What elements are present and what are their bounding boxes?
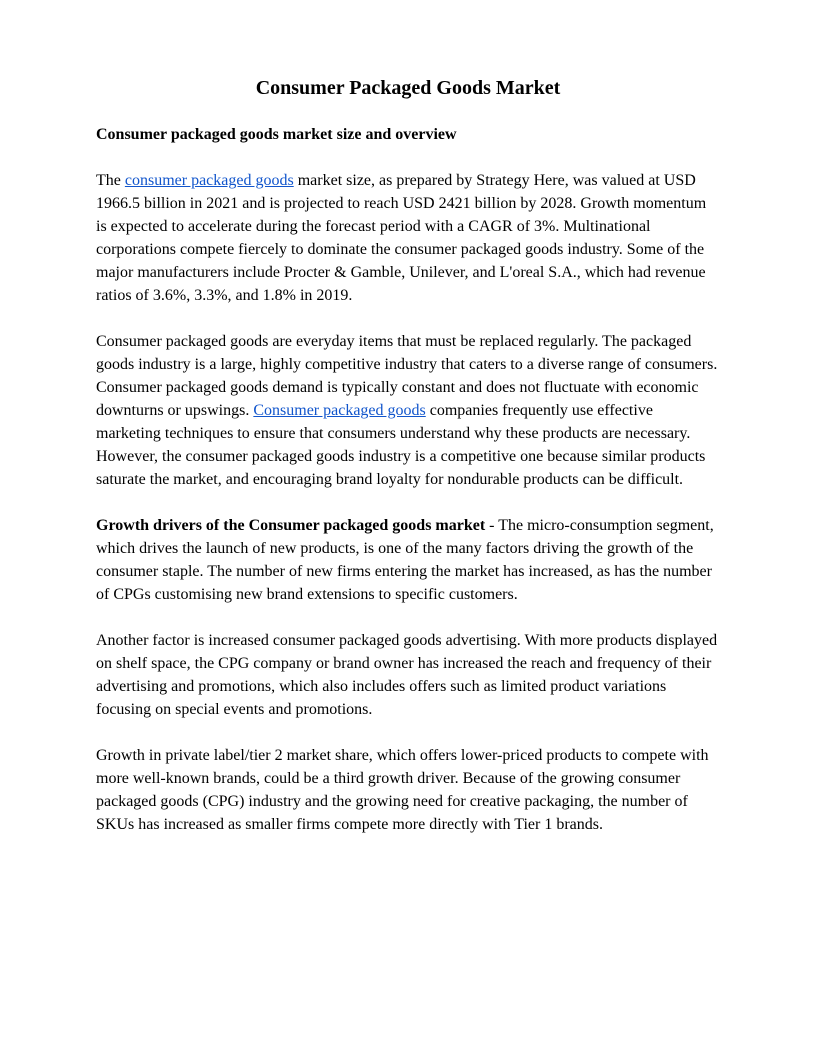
- paragraph-market-size: [96, 169, 720, 307]
- paragraph-growth-drivers: [96, 514, 720, 606]
- growth-drivers-heading: Growth drivers of the Consumer packaged goods market: [96, 517, 486, 534]
- paragraph-text: companies frequently use effective marketing techniques to ensure that consumers understand why these products are necessary. However, the consumer packaged goods industry is a competitive one because similar products saturate the market, and encouraging brand loyalty for nondurable products can be difficult.: [96, 402, 706, 488]
- document-title: Consumer Packaged Goods Market: [255, 77, 561, 99]
- section-heading: Consumer packaged goods market size and overview: [96, 126, 457, 143]
- paragraph-overview: [96, 330, 720, 491]
- paragraph-advertising: Another factor is increased consumer packaged goods advertising. With more products displayed on shelf space, the CPG company or brand owner has increased the reach and frequency of their advertising and promotions, which also includes offers such as limited product variations focusing on special events and promotions.: [96, 632, 718, 718]
- paragraph-private-label: Growth in private label/tier 2 market share, which offers lower-priced products to compete with more well-known brands, could be a third growth driver. Because of the growing consumer packaged goods (CPG) industry and the growing need for creative packaging, the number of SKUs has increased as smaller firms compete more directly with Tier 1 brands.: [96, 747, 709, 833]
- paragraph-text: The: [96, 172, 125, 189]
- paragraph-text: - The micro-consumption segment, which drives the launch of new products, is one of the many factors driving the growth of the consumer staple. The number of new firms entering the market has increased, as has the number of CPGs customising new brand extensions to specific customers.: [96, 517, 714, 603]
- consumer-packaged-goods-link[interactable]: consumer packaged goods: [124, 172, 294, 189]
- document-page: [96, 72, 720, 836]
- paragraph-text: market size, as prepared by Strategy Here, was valued at USD 1966.5 billion in 2021 and is projected to reach USD 2421 billion by 2028. Growth momentum is expected to accelerate during the forecast period with a CAGR of 3%. Multinational corporations compete fiercely to dominate the consumer packaged goods industry. Some of the major manufacturers include Procter & Gamble, Unilever, and L'oreal S.A., which had revenue ratios of 3.6%, 3.3%, and 1.8% in 2019.: [96, 172, 707, 304]
- consumer-packaged-goods-link[interactable]: Consumer packaged goods: [253, 402, 426, 419]
- paragraph-text: Consumer packaged goods are everyday items that must be replaced regularly. The packaged goods industry is a large, highly competitive industry that caters to a diverse range of consumers. Consumer packaged goods demand is typically constant and does not fluctuate with economic downturns or upswings.: [96, 333, 718, 419]
